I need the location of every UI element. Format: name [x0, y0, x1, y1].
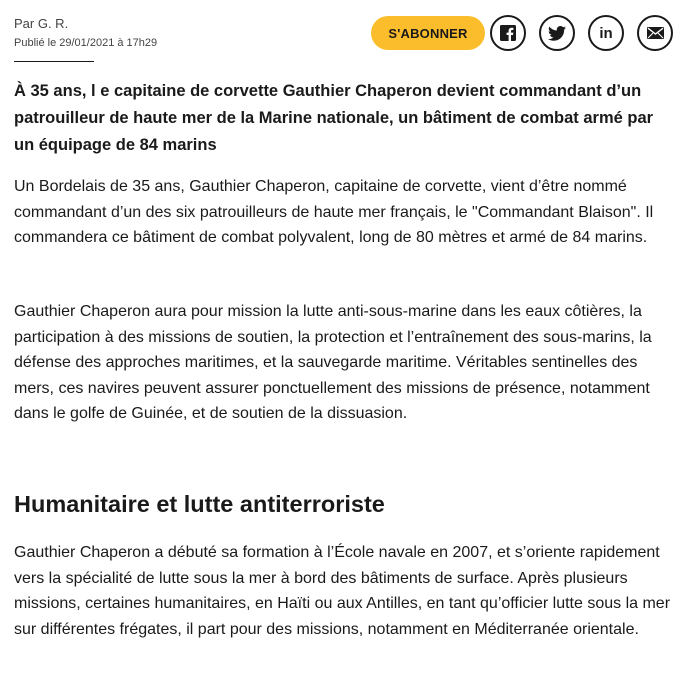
share-twitter-button[interactable]	[539, 15, 575, 51]
twitter-icon	[548, 26, 566, 41]
article-paragraph: Gauthier Chaperon aura pour mission la lutte anti-sous-marine dans les eaux côtières, la participation à des missions de soutien, la protection et l’entraînement des sous-marins, la défense des approches maritimes, et la sauvegarde maritime. Véritables sentinelles des mers, ces navires peuvent assurer ponctuellement des missions de présence, notamment dans le golfe de Guinée, et de soutien de la dissuasion.	[14, 303, 652, 422]
share-email-button[interactable]	[637, 15, 673, 51]
author-byline: Par G. R.	[14, 16, 69, 31]
subscribe-button[interactable]: S'ABONNER	[371, 16, 485, 50]
share-facebook-button[interactable]	[490, 15, 526, 51]
article-paragraph: Un Bordelais de 35 ans, Gauthier Chaperon, capitaine de corvette, vient d’être nommé commandant d’un des six patrouilleurs de haute mer français, le "Commandant Blaison". Il commandera ce bâtiment de combat polyvalent, long de 80 mètres et armé de 84 marins.	[14, 178, 654, 246]
header-divider	[14, 61, 94, 62]
section-heading: Humanitaire et lutte antiterroriste	[14, 491, 385, 517]
article-header	[0, 0, 683, 70]
facebook-icon	[500, 25, 516, 41]
linkedin-icon: in	[599, 24, 613, 42]
envelope-icon	[647, 27, 664, 39]
publish-date: Publié le 29/01/2021 à 17h29	[14, 37, 158, 49]
share-linkedin-button[interactable]	[588, 15, 624, 51]
article-lead: À 35 ans, l e capitaine de corvette Gauthier Chaperon devient commandant d’un patrouilleur de haute mer de la Marine nationale, un bâtiment de combat armé par un équipage de 84 marins	[14, 82, 654, 154]
article-paragraph: Gauthier Chaperon a débuté sa formation à l’École navale en 2007, et s’oriente rapidement vers la spécialité de lutte sous la mer à bord des bâtiments de surface. Après plusieurs missions, certaines humanitaires, en Haïti ou aux Antilles, en tant qu’officier lutte sous la mer sur différentes frégates, il part pour des missions, notamment en Méditerranée orientale.	[14, 544, 671, 638]
